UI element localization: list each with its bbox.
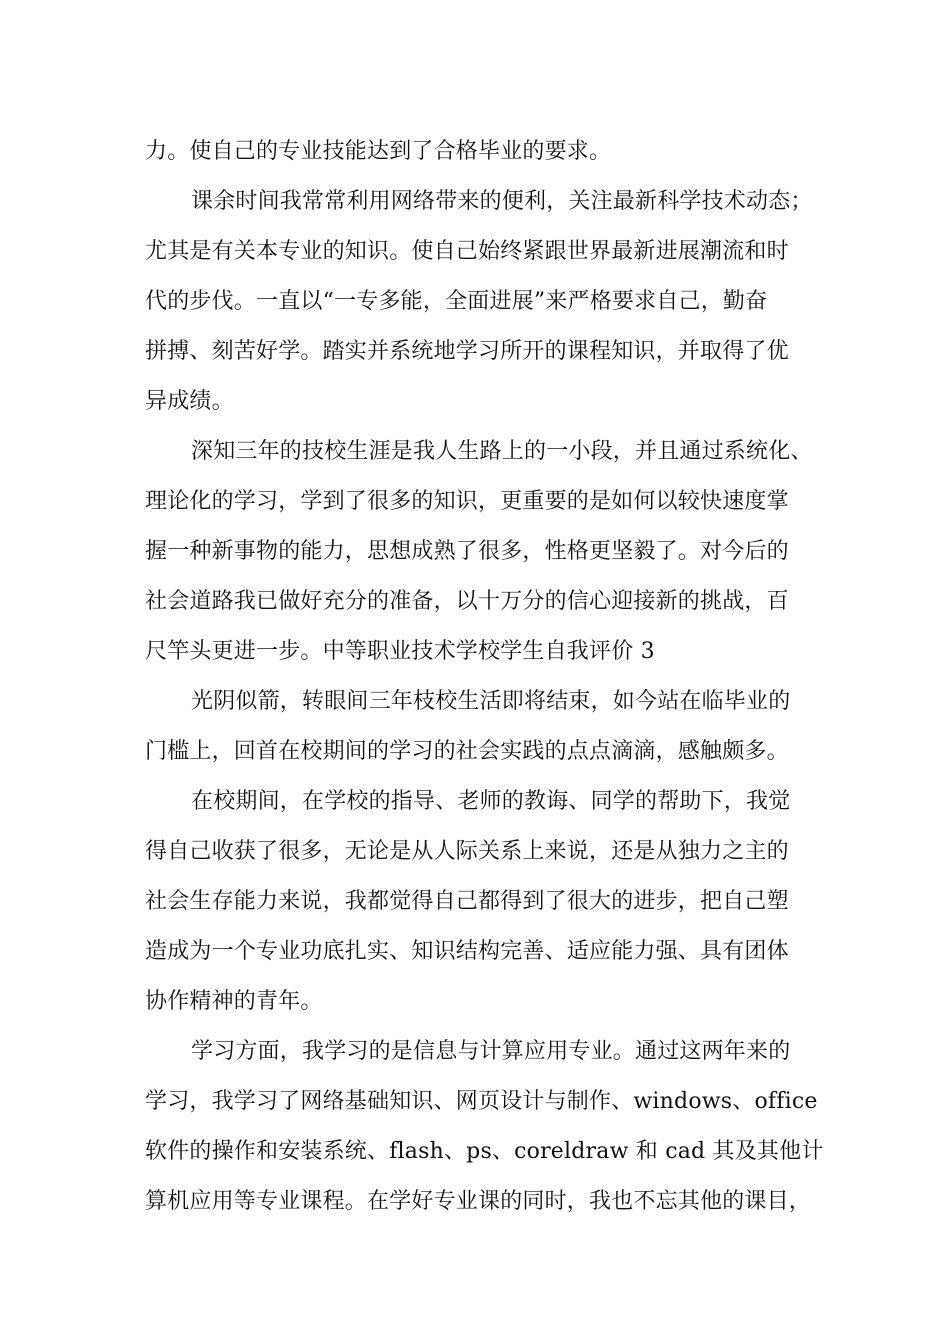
text-line: 在校期间，在学校的指导、老师的教诲、同学的帮助下，我觉 bbox=[191, 789, 791, 814]
text-line: 门槛上，回首在校期间的学习的社会实践的点点滴滴，感触颇多。 bbox=[145, 739, 789, 764]
text-line: 学习，我学习了网络基础知识、网页设计与制作、windows、office bbox=[145, 1089, 818, 1114]
text-line: 社会生存能力来说，我都觉得自己都得到了很大的进步，把自己塑 bbox=[145, 889, 789, 914]
text-line: 光阴似箭，转眼间三年枝校生活即将结束，如今站在临毕业的 bbox=[191, 689, 791, 714]
text-line: 学习方面，我学习的是信息与计算应用专业。通过这两年来的 bbox=[191, 1039, 791, 1064]
text-line: 握一种新事物的能力，思想成熟了很多，性格更坚毅了。对今后的 bbox=[145, 539, 789, 564]
text-line: 代的步伐。一直以“一专多能，全面进展”来严格要求自己，勤奋 bbox=[145, 289, 768, 314]
text-line: 拼搏、刻苦好学。踏实并系统地学习所开的课程知识，并取得了优 bbox=[145, 339, 789, 364]
text-line: 造成为一个专业功底扎实、知识结构完善、适应能力强、具有团体 bbox=[145, 939, 789, 964]
text-line: 算机应用等专业课程。在学好专业课的同时，我也不忘其他的课目， bbox=[145, 1189, 812, 1214]
text-line: 异成绩。 bbox=[145, 389, 234, 414]
text-line: 理论化的学习，学到了很多的知识，更重要的是如何以较快速度掌 bbox=[145, 489, 789, 514]
text-line: 课余时间我常常利用网络带来的便利，关注最新科学技术动态； bbox=[191, 189, 813, 214]
text-line: 得自己收获了很多，无论是从人际关系上来说，还是从独力之主的 bbox=[145, 839, 789, 864]
text-line: 力。使自己的专业技能达到了合格毕业的要求。 bbox=[145, 139, 612, 164]
text-line: 深知三年的技校生涯是我人生路上的一小段，并且通过系统化、 bbox=[191, 439, 813, 464]
text-line: 协作精神的青年。 bbox=[145, 989, 323, 1014]
text-line: 软件的操作和安装系统、flash、ps、coreldraw 和 cad 其及其他计 bbox=[145, 1139, 824, 1164]
text-line: 尤其是有关本专业的知识。使自己始终紧跟世界最新进展潮流和时 bbox=[145, 239, 789, 264]
text-line: 社会道路我已做好充分的准备，以十万分的信心迎接新的挑战，百 bbox=[145, 589, 789, 614]
text-line: 尺竿头更进一步。中等职业技术学校学生自我评价 3 bbox=[145, 639, 655, 664]
